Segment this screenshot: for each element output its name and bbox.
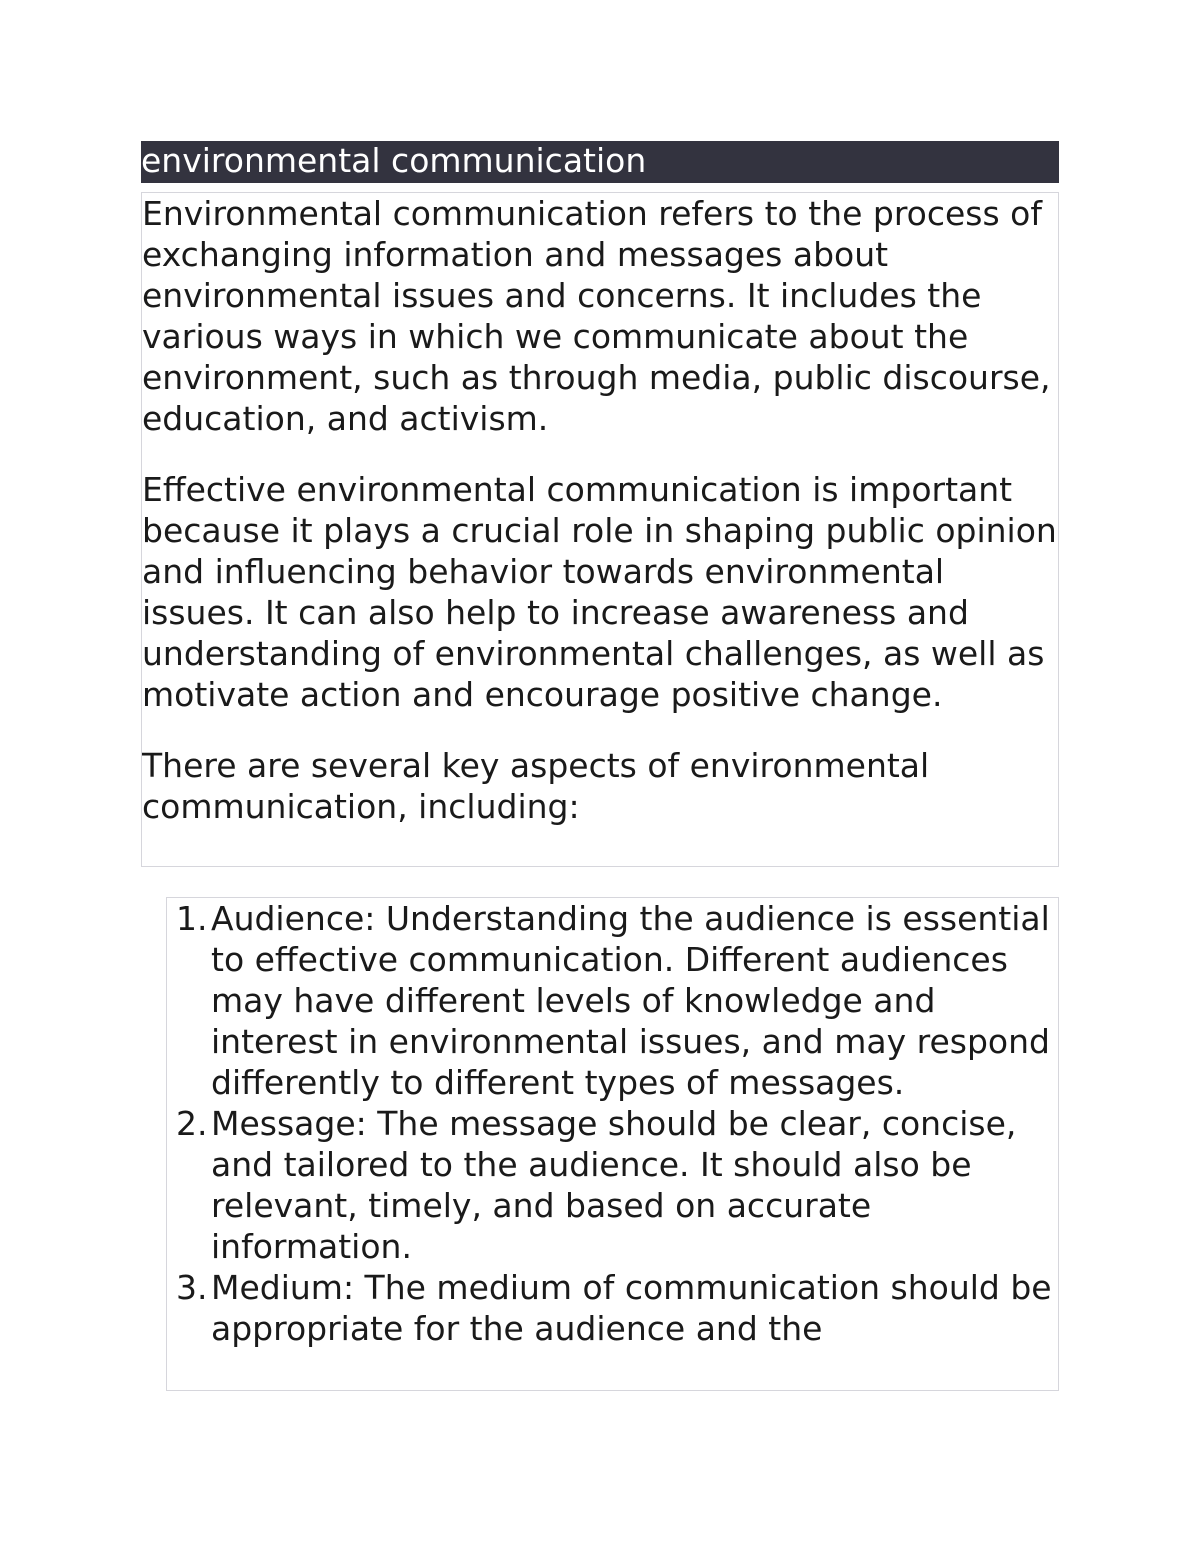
aspects-list <box>167 898 1058 1349</box>
intro-text-block <box>141 192 1059 867</box>
list-item <box>167 1267 1058 1349</box>
list-item <box>167 898 1058 1103</box>
list-item-number: 1. <box>176 899 208 938</box>
list-item-text: Audience: Understanding the audience is essential to effective communication. Different audiences may have different levels of knowledge and interest in environmental issues, and may respond differently to different types of messages. <box>211 899 1050 1102</box>
importance-paragraph: Effective environmental communication is important because it plays a crucial role in shaping public opinion and influencing behavior towards environmental issues. It can also help to increase awareness and understanding of environmental challenges, as well as motivate action and encourage positive change. <box>142 470 1057 714</box>
list-item <box>167 1103 1058 1267</box>
document-title: environmental communication <box>141 141 1059 183</box>
list-item-text: Message: The message should be clear, concise, and tailored to the audience. It should also be relevant, timely, and based on accurate information. <box>211 1104 1017 1266</box>
list-item-text: Medium: The medium of communication should be appropriate for the audience and the <box>211 1268 1052 1348</box>
aspects-list-block <box>166 897 1059 1391</box>
aspects-intro-paragraph: There are several key aspects of environmental communication, including: <box>142 746 930 826</box>
list-item-number: 3. <box>176 1268 208 1307</box>
list-item-number: 2. <box>176 1104 208 1143</box>
intro-paragraph: Environmental communication refers to the process of exchanging information and messages about environmental issues and concerns. It includes the various ways in which we communicate about the environment, such as through media, public discourse, education, and activism. <box>142 194 1051 438</box>
